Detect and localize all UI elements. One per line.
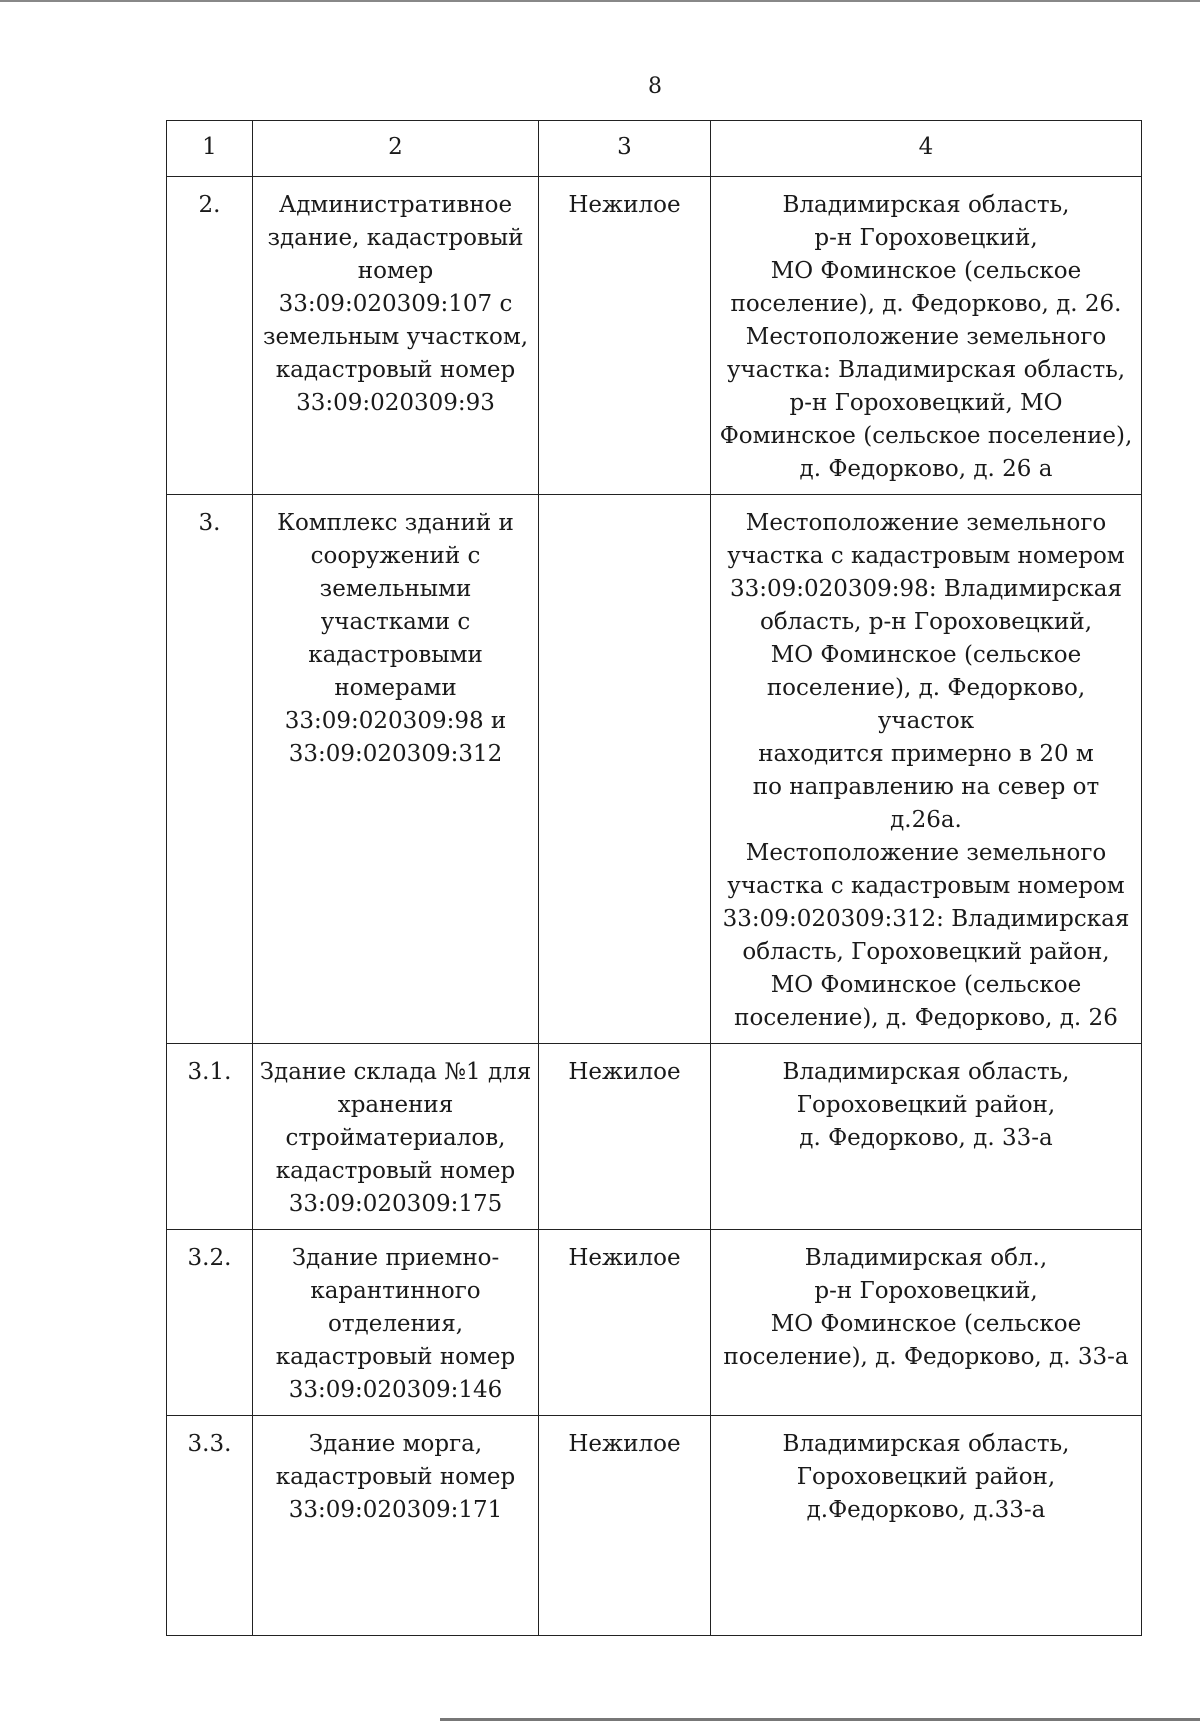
object-name: Комплекс зданий и сооружений с земельными участками с кадастровыми номерами 33:09:020309:98 и 33:09:020309:312 bbox=[253, 495, 539, 1044]
table-row bbox=[167, 495, 1142, 1044]
object-address: Местоположение земельного участка с кадастровым номером 33:09:020309:98: Владимирская область, р-н Гороховецкий, МО Фоминское (сельское поселение), д. Федорково, участок находится примерно в 20 м по направлению на север от д.26а. Местоположение земельного участка с кадастровым номером 33:09:020309:312: Владимирская область, Гороховецкий район, МО Фоминское (сельское поселение), д. Федорково, д. 26 bbox=[711, 495, 1142, 1044]
object-name: Здание приемно- карантинного отделения, кадастровый номер 33:09:020309:146 bbox=[253, 1230, 539, 1416]
scan-top-edge bbox=[0, 0, 1200, 2]
row-number: 3.2. bbox=[167, 1230, 253, 1416]
row-number: 3.1. bbox=[167, 1044, 253, 1230]
row-number: 2. bbox=[167, 177, 253, 495]
object-address: Владимирская область, Гороховецкий район, д.Федорково, д.33-а bbox=[711, 1416, 1142, 1636]
table-row bbox=[167, 1416, 1142, 1636]
header-cell-4: 4 bbox=[711, 121, 1142, 177]
property-table bbox=[166, 120, 1142, 1636]
header-cell-1: 1 bbox=[167, 121, 253, 177]
object-name: Здание склада №1 для хранения стройматериалов, кадастровый номер 33:09:020309:175 bbox=[253, 1044, 539, 1230]
object-address: Владимирская область, р-н Гороховецкий, МО Фоминское (сельское поселение), д. Федорково, д. 26. Местоположение земельного участка: Владимирская область, р-н Гороховецкий, МО Фоминское (сельское поселение), д. Федорково, д. 26 а bbox=[711, 177, 1142, 495]
table-row bbox=[167, 1044, 1142, 1230]
object-name: Административное здание, кадастровый номер 33:09:020309:107 с земельным участком, кадастровый номер 33:09:020309:93 bbox=[253, 177, 539, 495]
scan-bottom-edge bbox=[440, 1718, 1200, 1721]
header-cell-2: 2 bbox=[253, 121, 539, 177]
table-row bbox=[167, 177, 1142, 495]
object-type: Нежилое bbox=[539, 1416, 711, 1636]
table-row bbox=[167, 1230, 1142, 1416]
header-cell-3: 3 bbox=[539, 121, 711, 177]
page-number: 8 bbox=[648, 74, 662, 99]
object-type: Нежилое bbox=[539, 177, 711, 495]
object-type: Нежилое bbox=[539, 1044, 711, 1230]
row-number: 3.3. bbox=[167, 1416, 253, 1636]
object-type bbox=[539, 495, 711, 1044]
row-number: 3. bbox=[167, 495, 253, 1044]
table-header-row bbox=[167, 121, 1142, 177]
object-type: Нежилое bbox=[539, 1230, 711, 1416]
object-address: Владимирская обл., р-н Гороховецкий, МО Фоминское (сельское поселение), д. Федорково, д. 33-а bbox=[711, 1230, 1142, 1416]
object-name: Здание морга, кадастровый номер 33:09:020309:171 bbox=[253, 1416, 539, 1636]
object-address: Владимирская область, Гороховецкий район, д. Федорково, д. 33-а bbox=[711, 1044, 1142, 1230]
